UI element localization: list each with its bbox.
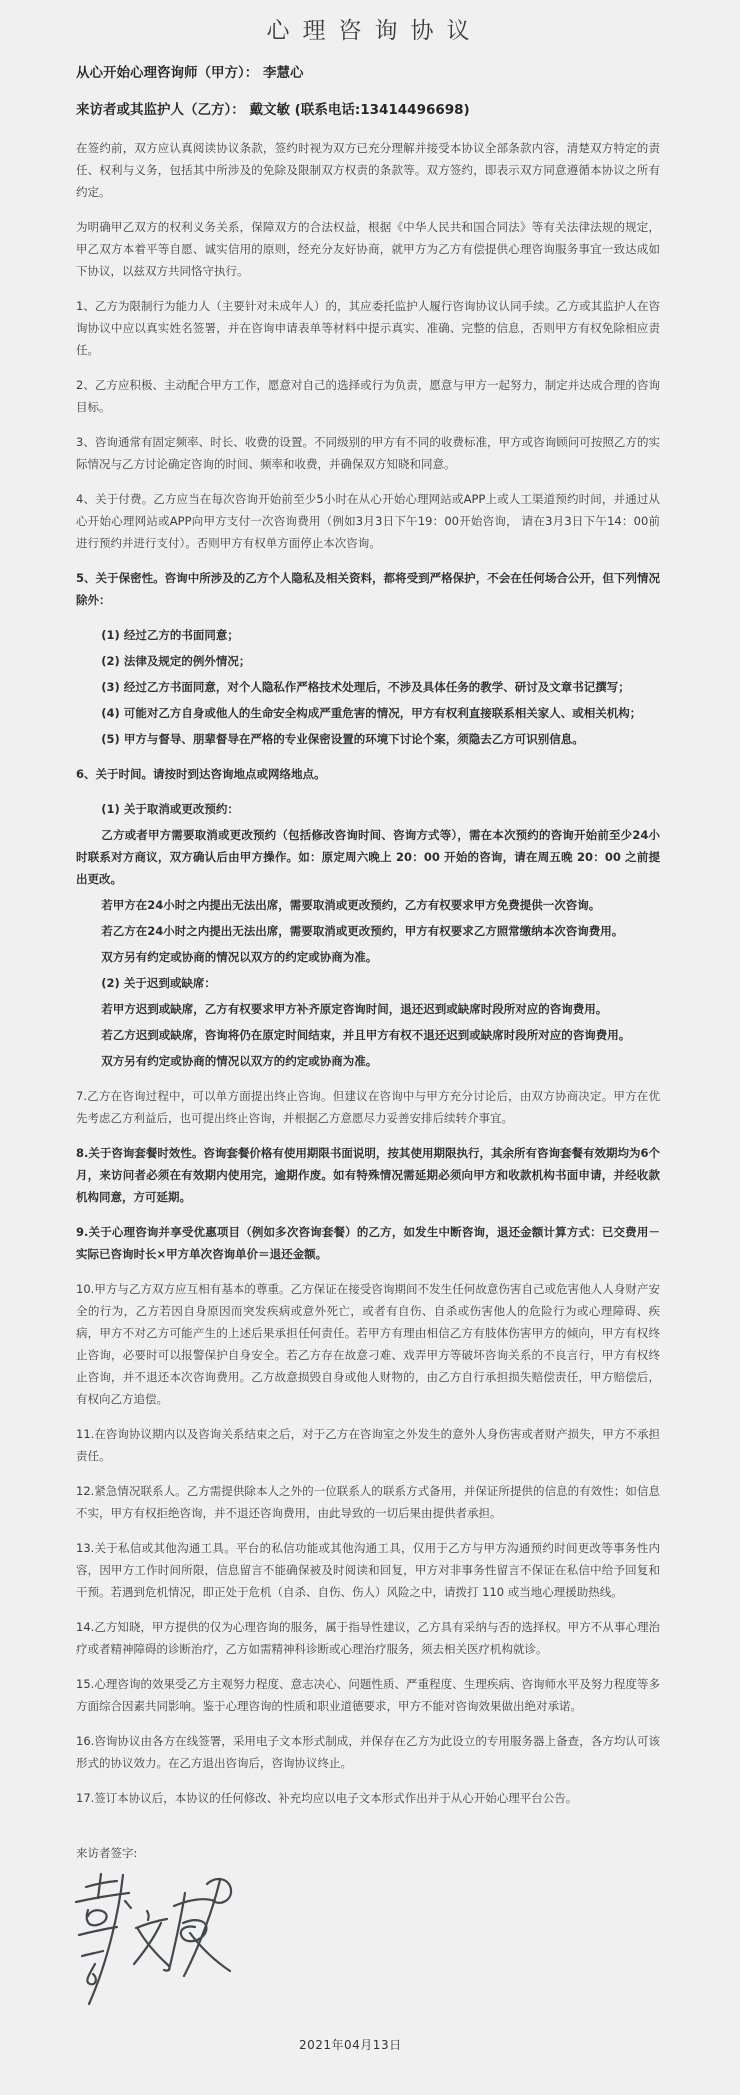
agreement-paragraph: (2) 关于迟到或缺席： [101,976,216,990]
agreement-paragraph: 6、关于时间。请按时到达咨询地点或网络地点。 [76,767,326,781]
signature-label: 来访者签字: [76,1846,138,1860]
signature-stroke-graphic [72,1871,240,2021]
agreement-paragraph: 若甲方迟到或缺席，乙方有权要求甲方补齐原定咨询时间，退还迟到或缺席时段所对应的咨询费用。 [101,1002,608,1016]
agreement-paragraph: 若甲方在24小时之内提出无法出席，需要取消或更改预约，乙方有权要求甲方免费提供一次咨询。 [101,898,601,912]
party-a-line: 从心开始心理咨询师（甲方）： 李慧心 [76,65,304,81]
agreement-paragraph: 双方另有约定或协商的情况以双方的约定或协商为准。 [101,950,378,964]
agreement-paragraph: 16.咨询协议由各方在线签署，采用电子文本形式制成，并保存在乙方为此设立的专用服务器上备查，各方均认可该形式的协议效力。在乙方退出咨询后，咨询协议终止。 [76,1734,660,1770]
agreement-paragraph: 7.乙方在咨询过程中，可以单方面提出终止咨询。但建议在咨询中与甲方充分讨论后，由双方协商决定。甲方在优先考虑乙方利益后，也可提出终止咨询，并根据乙方意愿尽力妥善安排后续转介事宜。 [76,1089,660,1125]
agreement-paragraph: 1、乙方为限制行为能力人（主要针对未成年人）的，其应委托监护人履行咨询协议认同手续。乙方或其监护人在咨询协议中应以真实姓名签署，并在咨询申请表单等材料中提示真实、准确、完整的信息，否则甲方有权免除相应责任。 [76,299,660,357]
agreement-paragraph: 2、乙方应积极、主动配合甲方工作，愿意对自己的选择或行为负责，愿意与甲方一起努力，制定并达成合理的咨询目标。 [76,378,660,414]
agreement-paragraph: 14.乙方知晓，甲方提供的仅为心理咨询的服务，属于指导性建议，乙方具有采纳与否的选择权。甲方不从事心理治疗或者精神障碍的诊断治疗，乙方如需精神科诊断或心理治疗服务，须去相关医疗机构就诊。 [76,1620,660,1656]
agreement-paragraph: 若乙方迟到或缺席，咨询将仍在原定时间结束，并且甲方有权不退还迟到或缺席时段所对应的咨询费用。 [101,1028,631,1042]
agreement-paragraph: 15.心理咨询的效果受乙方主观努力程度、意志决心、问题性质、严重程度、生理疾病、咨询师水平及努力程度等多方面综合因素共同影响。鉴于心理咨询的性质和职业道德要求，甲方不能对咨询效果做出绝对承诺。 [76,1677,660,1713]
agreement-paragraph: 4、关于付费。乙方应当在每次咨询开始前至少5小时在从心开始心理网站或APP上或人工渠道预约时间，并通过从心开始心理网站或APP向甲方支付一次咨询费用（例如3月3日下午19：00开始咨询， 请在3月3日下午14：00前进行预约并进行支付）。否则甲方有权单方面停止本次咨询。 [76,492,660,550]
agreement-paragraph: (3) 经过乙方书面同意，对个人隐私作严格技术处理后，不涉及具体任务的教学、研讨及文章书记撰写； [101,680,630,694]
agreement-paragraph: 9.关于心理咨询并享受优惠项目（例如多次咨询套餐）的乙方，如发生中断咨询，退还金额计算方式：已交费用－实际已咨询时长×甲方单次咨询单价＝退还金额。 [76,1225,660,1261]
agreement-paragraph: 8.关于咨询套餐时效性。咨询套餐价格有使用期限书面说明，按其使用期限执行，其余所有咨询套餐有效期均为6个月，来访问者必须在有效期内使用完，逾期作废。如有特殊情况需延期必须向甲方和收款机构书面申请，并经收款机构同意，方可延期。 [76,1146,660,1204]
agreement-paragraph: 5、关于保密性。咨询中所涉及的乙方个人隐私及相关资料，都将受到严格保护，不会在任何场合公开，但下列情况除外： [76,571,660,607]
signing-date: 2021年04月13日 [299,2038,402,2052]
agreement-paragraph: 13.关于私信或其他沟通工具。平台的私信功能或其他沟通工具，仅用于乙方与甲方沟通预约时间更改等事务性内容，因甲方工作时间所限，信息留言不能确保被及时阅读和回复，甲方对非事务性留言不保证在私信中给予回复和干预。若遇到危机情况，即正处于危机（自杀、自伤、伤人）风险之中，请拨打 110 或当地心理援助热线。 [76,1541,660,1599]
agreement-paragraph: 11.在咨询协议期内以及咨询关系结束之后，对于乙方在咨询室之外发生的意外人身伤害或者财产损失，甲方不承担责任。 [76,1427,660,1463]
agreement-paragraph: 若乙方在24小时之内提出无法出席，需要取消或更改预约，甲方有权要求乙方照常缴纳本次咨询费用。 [101,924,624,938]
handwritten-signature [72,1871,660,2021]
agreement-paragraph: 在签约前，双方应认真阅读协议条款，签约时视为双方已充分理解并接受本协议全部条款内容，清楚双方特定的责任、权利与义务，包括其中所涉及的免除及限制双方权责的条款等。双方签约，即表示双方同意遵循本协议之所有约定。 [76,141,660,199]
agreement-body [76,137,660,1809]
agreement-paragraph: (1) 经过乙方的书面同意； [101,628,239,642]
agreement-paragraph: 12.紧急情况联系人。乙方需提供除本人之外的一位联系人的联系方式备用，并保证所提供的信息的有效性；如信息不实，甲方有权拒绝咨询，并不退还咨询费用，由此导致的一切后果由提供者承担。 [76,1484,660,1520]
agreement-paragraph: 为明确甲乙双方的权利义务关系，保障双方的合法权益，根据《中华人民共和国合同法》等有关法律法规的规定，甲乙双方本着平等自愿、诚实信用的原则，经充分友好协商，就甲方为乙方有偿提供心理咨询服务事宜一致达成如下协议，以兹双方共同恪守执行。 [76,220,660,278]
agreement-paragraph: (2) 法律及规定的例外情况； [101,654,251,668]
document-title: 心理咨询协议 [266,18,483,44]
agreement-paragraph: (5) 甲方与督导、朋辈督导在严格的专业保密设置的环境下讨论个案，须隐去乙方可识别信息。 [101,732,584,746]
agreement-paragraph: 乙方或者甲方需要取消或更改预约（包括修改咨询时间、咨询方式等），需在本次预约的咨询开始前至少24小时联系对方商议，双方确认后由甲方操作。如：原定周六晚上 20：00 开始的咨询，请在周五晚 20：00 之前提出更改。 [76,828,660,886]
agreement-paragraph: 3、咨询通常有固定频率、时长、收费的设置。不同级别的甲方有不同的收费标准，甲方或咨询顾问可按照乙方的实际情况与乙方讨论确定咨询的时间、频率和收费，并确保双方知晓和同意。 [76,435,660,471]
agreement-paragraph: 17.签订本协议后，本协议的任何修改、补充均应以电子文本形式作出并于从心开始心理平台公告。 [76,1791,578,1805]
agreement-paragraph: (4) 可能对乙方自身或他人的生命安全构成严重危害的情况，甲方有权利直接联系相关家人、或相关机构； [101,706,642,720]
agreement-paragraph: 双方另有约定或协商的情况以双方的约定或协商为准。 [101,1054,378,1068]
agreement-paragraph: (1) 关于取消或更改预约： [101,802,239,816]
party-b-line: 来访者或其监护人（乙方）： 戴文敏 (联系电话:13414496698) [76,102,470,118]
agreement-paragraph: 10.甲方与乙方双方应互相有基本的尊重。乙方保证在接受咨询期间不发生任何故意伤害自己或危害他人人身财产安全的行为，乙方若因自身原因而突发疾病或意外死亡，或者有自伤、自杀或伤害他人的危险行为或心理障碍、疾病，甲方不对乙方可能产生的上述后果承担任何责任。若甲方有理由相信乙方有肢体伤害甲方的倾向，甲方有权终止咨询，必要时可以报警保护自身安全。若乙方存在故意刁难、戏弄甲方等破坏咨询关系的不良言行，甲方有权终止咨询，并不退还本次咨询费用。乙方故意损毁自身或他人财物的，由乙方自行承担损失赔偿责任，甲方赔偿后，有权向乙方追偿。 [76,1282,660,1406]
